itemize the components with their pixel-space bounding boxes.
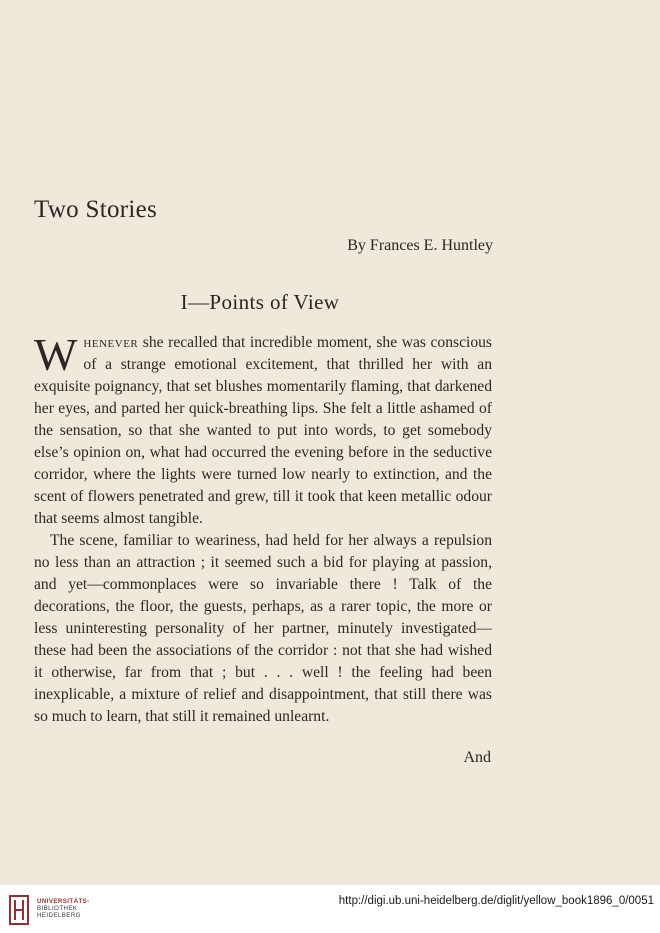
catchword: And (463, 749, 491, 766)
paragraph-1 (34, 329, 492, 530)
library-logo-icon (9, 895, 29, 925)
library-logo-text (37, 898, 90, 919)
footer-bar (0, 885, 660, 933)
paragraph-2: The scene, familiar to weariness, had held for her always a repulsion no less than an attraction ; it seemed such a bid for playing at passion, and yet—commonplaces were so invariable there ! Talk of the decorations, the floor, the guests, perhaps, as a rarer topic, the more or less uninteresting personality of her partner, minutely investigated—these had been the associations of the corridor : not that she had wished it otherwise, far from that ; but . . . well ! the feeling had been inexplicable, a mixture of relief and disappointment, that still there was so much to learn, that still it remained unlearnt. (34, 532, 492, 725)
lead-word: henever (83, 334, 139, 351)
logo-line-3: HEIDELBERG (37, 912, 81, 919)
chapter-heading: I—Points of View (180, 290, 340, 314)
drop-cap: W (34, 329, 78, 380)
logo-line-1: UNIVERSITÄTS- (37, 898, 90, 905)
story-title: Two Stories (34, 196, 158, 223)
story-body (34, 329, 492, 728)
paragraph-1-text: she recalled that incredible moment, she was conscious of a strange emotional excitement, that thrilled her with an exquisite poignancy, that set blushes momentarily flaming, that darkened her eyes, and parted her quick-breathing lips. She felt a little ashamed of the sensation, so that she wanted to put into words, to get somebody else’s opinion on, what had occurred the evening before in the seductive corridor, where the lights were turned low nearly to extinction, and the scent of flowers penetrated and grew, till it took that keen metallic odour that seems almost tangible. (34, 334, 492, 527)
logo-line-2: BIBLIOTHEK (37, 905, 78, 912)
byline: By Frances E. Huntley (347, 237, 493, 254)
source-url-link[interactable]: http://digi.ub.uni-heidelberg.de/diglit/yellow_book1896_0/0051 (338, 895, 654, 907)
